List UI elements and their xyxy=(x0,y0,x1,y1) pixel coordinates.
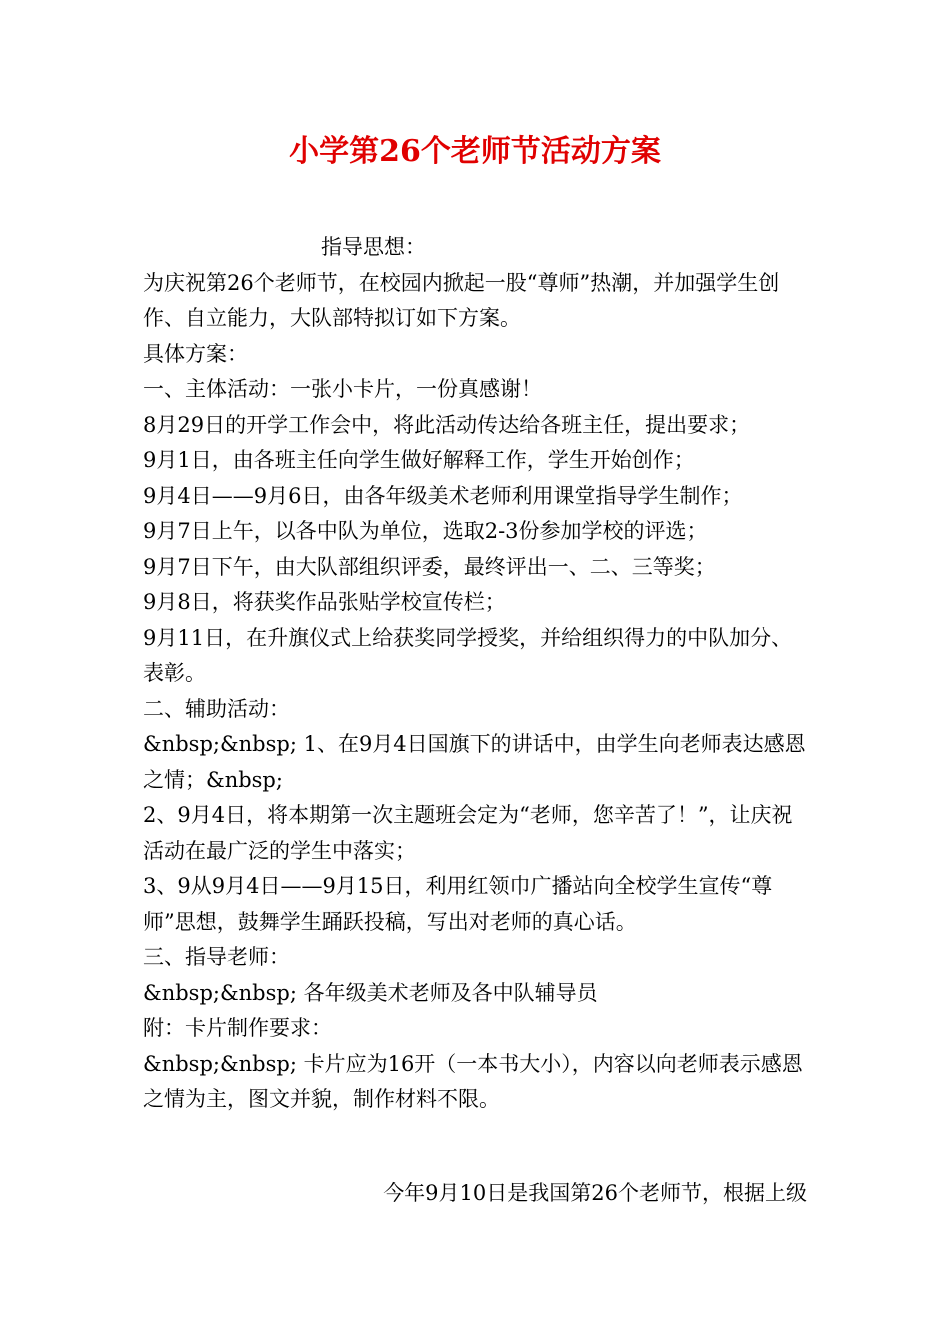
closing-paragraph: 今年9月10日是我国第26个老师节，根据上级 xyxy=(383,1181,807,1205)
paragraph-sep-4-6: 9月4日——9月6日，由各年级美术老师利用课堂指导学生制作； xyxy=(143,483,743,508)
paragraph-teachers: &nbsp;&nbsp; 各年级美术老师及各中队辅导员 xyxy=(143,980,598,1005)
paragraph-sep-7-pm: 9月7日下午，由大队部组织评委，最终评出一、二、三等奖； xyxy=(143,554,716,579)
paragraph-sep-11: 9月11日，在升旗仪式上给获奖同学授奖，并给组织得力的中队加分、表彰。 xyxy=(143,625,793,685)
paragraph-plan-heading: 具体方案： xyxy=(143,341,248,366)
paragraph-main-activity: 一、主体活动：一张小卡片，一份真感谢！ xyxy=(143,377,542,401)
paragraph-sep-7-am: 9月7日上午，以各中队为单位，选取2-3份参加学校的评选； xyxy=(143,519,708,543)
paragraph-auxiliary-1: &nbsp;&nbsp; 1、在9月4日国旗下的讲话中，由学生向老师表达感恩之情；&nbsp; xyxy=(143,732,806,792)
paragraph-card-heading: 附：卡片制作要求： xyxy=(143,1016,332,1040)
document-title: 小学第26个老师节活动方案 xyxy=(289,134,661,169)
paragraph-auxiliary-3: 3、9从9月4日——9月15日，利用红领巾广播站向全校学生宣传“尊师”思想，鼓舞学生踊跃投稿，写出对老师的真心话。 xyxy=(143,874,773,934)
paragraph-auxiliary-heading: 二、辅助活动： xyxy=(143,696,290,721)
document-body xyxy=(143,230,807,1118)
paragraph-card-requirements: &nbsp;&nbsp; 卡片应为16开（一本书大小），内容以向老师表示感恩之情为主，图文并貌，制作材料不限。 xyxy=(143,1051,803,1111)
paragraph-intro: 为庆祝第26个老师节，在校园内掀起一股“尊师”热潮，并加强学生创作、自立能力，大队部特拟订如下方案。 xyxy=(143,270,780,330)
paragraph-teachers-heading: 三、指导老师： xyxy=(143,945,290,969)
section-heading-guiding-thought: 指导思想： xyxy=(321,235,426,259)
paragraph-sep-8: 9月8日，将获奖作品张贴学校宣传栏； xyxy=(143,590,506,614)
paragraph-auxiliary-2: 2、9月4日，将本期第一次主题班会定为“老师，您辛苦了！”，让庆祝活动在最广泛的学生中落实； xyxy=(143,803,793,863)
paragraph-sep-1: 9月1日，由各班主任向学生做好解释工作，学生开始创作； xyxy=(143,448,695,472)
paragraph-aug-29: 8月29日的开学工作会中，将此活动传达给各班主任，提出要求； xyxy=(143,412,751,437)
